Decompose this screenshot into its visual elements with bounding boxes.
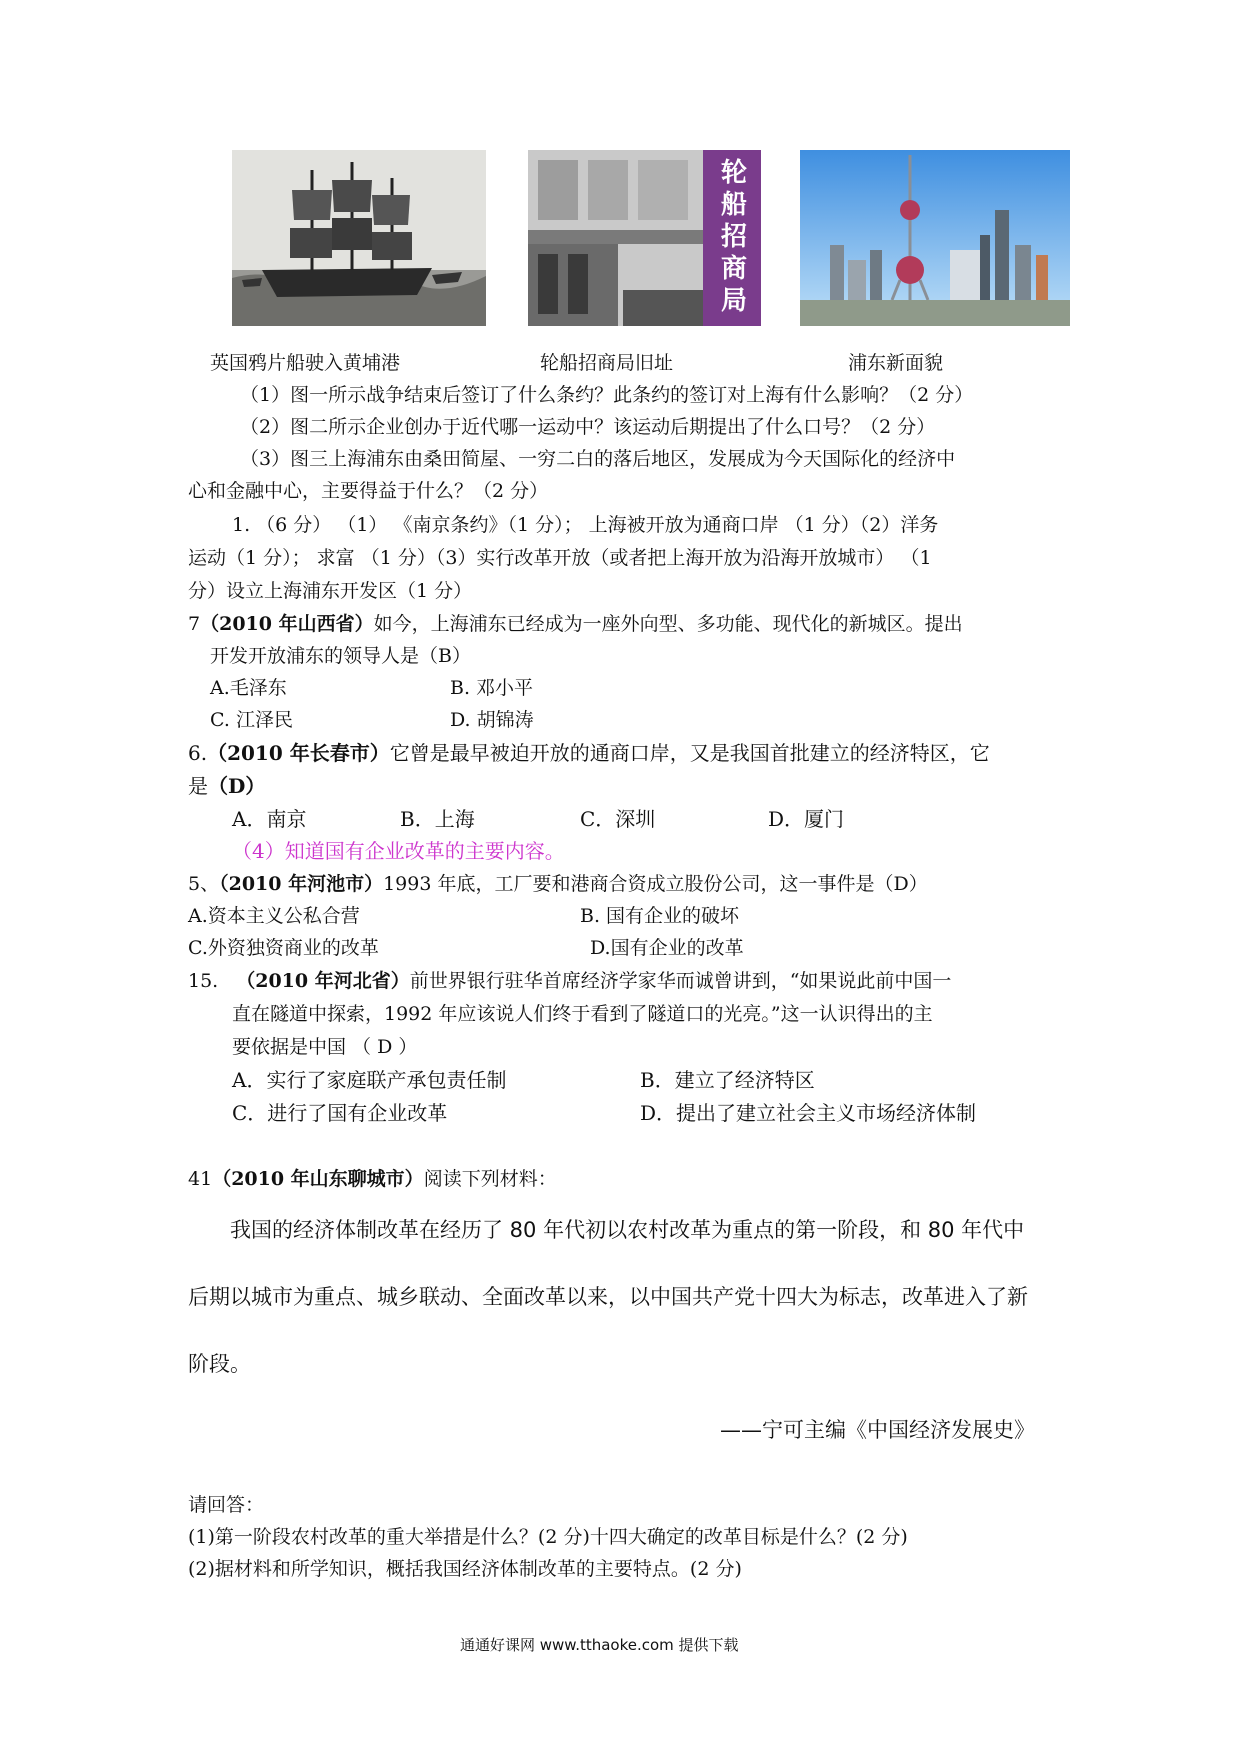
q15-text: 前世界银行驻华首席经济学家华而诚曾讲到，“如果说此前中国一 [409,970,952,992]
q15-option-b: B．建立了经济特区 [640,1068,815,1092]
figure-merchants-building [528,150,761,326]
q15-line1 [188,968,951,994]
q5-number: 5、 [188,873,220,895]
figure-opium-ship [232,150,486,326]
q15-option-a: A．实行了家庭联产承包责任制 [232,1068,507,1092]
section-note: （4）知道国有企业改革的主要内容。 [232,839,565,863]
q1-answer-line3: 分）设立上海浦东开发区（1 分） [188,580,473,602]
q5-text: 1993 年底，工厂要和港商合资成立股份公司，这一事件是（D） [383,873,928,895]
q41-text: 阅读下列材料： [423,1168,557,1190]
q6-answer: （D） [208,774,266,798]
q6-number: 6. [188,741,208,765]
q1-sub3-line2: 心和金融中心，主要得益于什么？（2 分） [188,480,549,502]
q6-source: （2010 年长春市） [207,741,390,765]
q7-source: （2010 年山西省） [200,613,374,635]
q1-answer-line1: 1. （6 分） （1） 《南京条约》（1 分）； 上海被开放为通商口岸 （1 分）（2）洋务 [232,514,939,536]
q15-source: （2010 年河北省） [236,970,410,992]
q41-sub1: (1)第一阶段农村改革的重大举措是什么？(2 分)十四大确定的改革目标是什么？(2 分) [188,1526,908,1548]
skyline-illustration [800,150,1070,326]
q41-number: 41 [188,1168,213,1190]
banner-title [703,150,761,326]
q6-option-d: D．厦门 [768,807,845,831]
q5-source: （2010 年河池市） [219,873,384,895]
q15-option-c: C．进行了国有企业改革 [232,1101,448,1125]
q1-answer-line2: 运动（1 分）； 求富 （1 分）（3）实行改革开放（或者把上海开放为沿海开放城市） （1 [188,547,932,569]
q15-line2: 直在隧道中探索，1992 年应该说人们终于看到了隧道口的光亮。”这一认识得出的主 [232,1003,933,1025]
q7-option-d: D. 胡锦涛 [450,709,534,731]
q41-material-line2: 后期以城市为重点、城乡联动、全面改革以来，以中国共产党十四大为标志，改革进入了新 [188,1285,1028,1309]
figure-caption-3: 浦东新面貌 [848,352,944,374]
q6-line1 [188,740,990,766]
q7-option-a: A.毛泽东 [210,677,287,699]
q6-option-b: B．上海 [400,807,475,831]
q1-sub3-line1: （3）图三上海浦东由桑田简屋、一穷二白的落后地区，发展成为今天国际化的经济中 [240,448,956,470]
banner-text: 轮船招商局 [716,158,747,318]
figure-pudong-skyline [800,150,1070,326]
q41-line1 [188,1166,557,1192]
q5-option-c: C.外资独资商业的改革 [188,937,379,959]
q7-line1 [188,611,963,637]
q7-line2: 开发开放浦东的领导人是（B） [210,645,471,667]
q5-line1 [188,871,928,897]
q7-text: 如今，上海浦东已经成为一座外向型、多功能、现代化的新城区。提出 [373,613,963,635]
page-footer: 通通好课网 www.tthaoke.com 提供下载 [460,1636,739,1654]
q7-option-b: B. 邓小平 [450,677,534,699]
q6-text: 它曾是最早被迫开放的通商口岸，又是我国首批建立的经济特区，它 [389,741,990,765]
q15-option-d: D．提出了建立社会主义市场经济体制 [640,1101,977,1125]
q6-line2 [188,773,265,799]
q1-sub1: （1）图一所示战争结束后签订了什么条约？此条约的签订对上海有什么影响？（2 分） [240,384,974,406]
q41-material-line1: 我国的经济体制改革在经历了 80 年代初以农村改革为重点的第一阶段，和 80 年代中 [230,1218,1025,1242]
figure-caption-1: 英国鸦片船驶入黄埔港 [210,352,401,374]
q15-line3: 要依据是中国 （ D ） [232,1036,418,1058]
q41-prompt: 请回答： [188,1494,265,1516]
q41-source: （2010 年山东聊城市） [212,1168,424,1190]
q1-sub2: （2）图二所示企业创办于近代哪一运动中？该运动后期提出了什么口号？（2 分） [240,416,936,438]
q15-number: 15. [188,970,219,992]
q7-number: 7 [188,613,201,635]
q5-option-a: A.资本主义公私合营 [188,905,360,927]
q41-sub2: (2)据材料和所学知识，概括我国经济体制改革的主要特点。(2 分) [188,1558,742,1580]
q5-option-b: B. 国有企业的破坏 [580,905,740,927]
q6-option-a: A．南京 [232,807,307,831]
q41-material-source: ——宁可主编《中国经济发展史》 [720,1418,1035,1442]
figure-caption-2: 轮船招商局旧址 [540,352,674,374]
q6-option-c: C．深圳 [580,807,656,831]
ship-illustration [232,150,486,326]
q6-text-b: 是 [188,774,208,798]
q5-option-d: D.国有企业的改革 [590,937,744,959]
q41-material-line3: 阶段。 [188,1352,251,1376]
q7-option-c: C. 江泽民 [210,709,293,731]
